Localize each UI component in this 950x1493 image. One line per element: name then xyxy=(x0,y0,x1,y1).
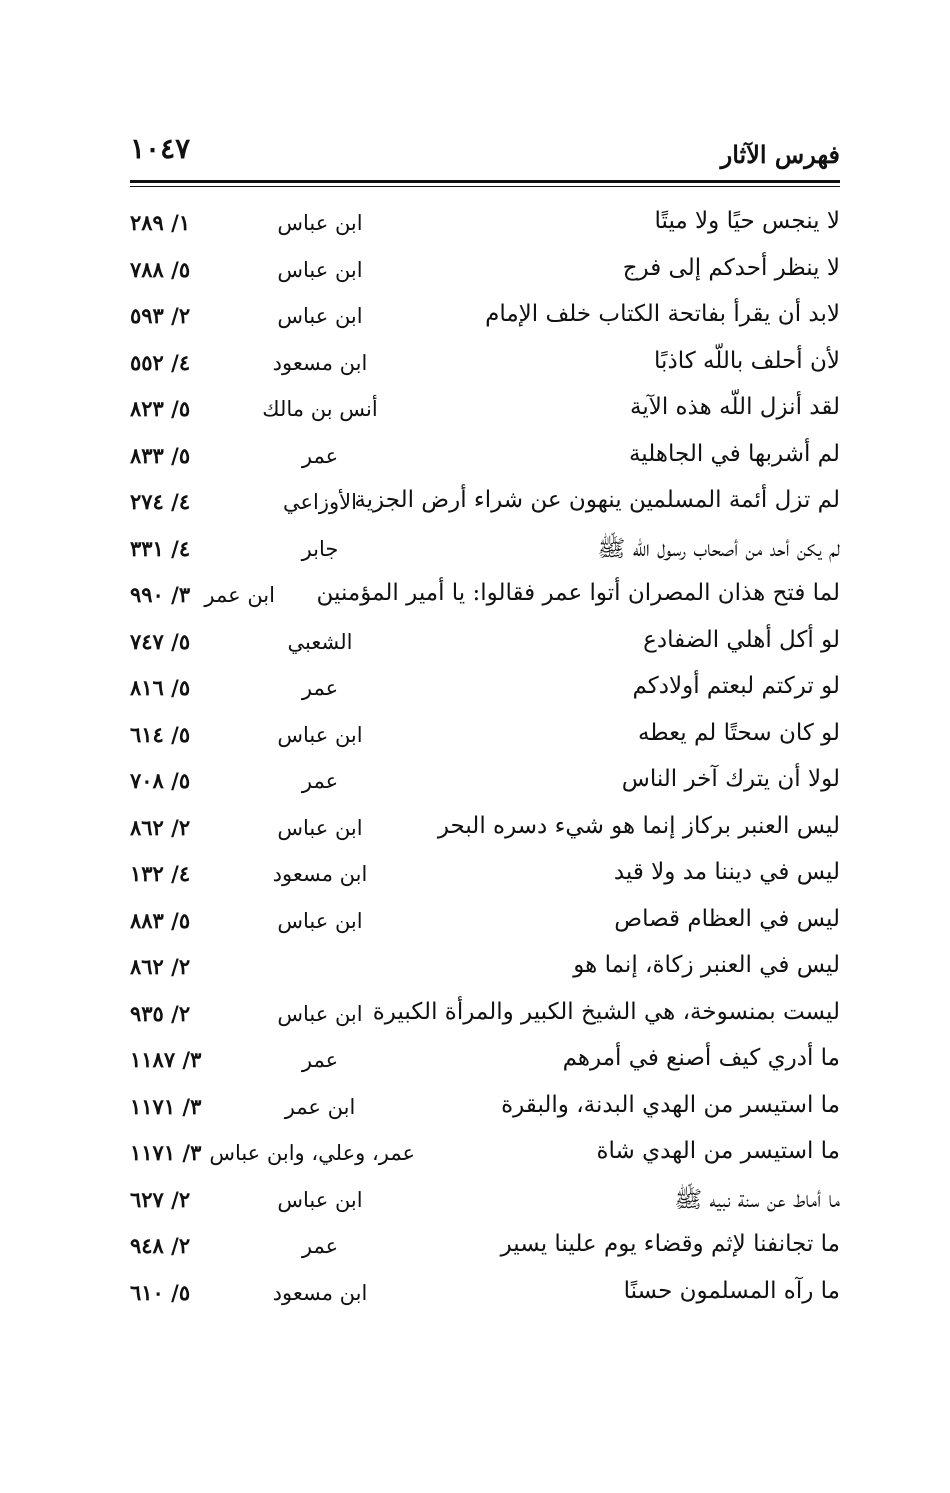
entry-reference: ٥/ ٧٤٧ xyxy=(130,628,191,654)
page-number: ١٠٤٧ xyxy=(130,132,191,165)
entry-reference: ٥/ ٨٨٣ xyxy=(130,907,191,933)
entry-narrator: ابن مسعود xyxy=(272,350,368,375)
entry-text: لو أكل أهلي الضفادع xyxy=(643,626,840,653)
entry-text: لم تزل أئمة المسلمين ينهون عن شراء أرض الجزية xyxy=(354,487,840,513)
entry-narrator: ابن عمر xyxy=(284,1094,356,1119)
entry-text: لا ينجس حيًا ولا ميتًا xyxy=(654,208,840,234)
entry-narrator: عمر xyxy=(301,1048,339,1072)
index-entry xyxy=(130,479,840,526)
entry-reference: ٣/ ١١٨٧ xyxy=(130,1047,202,1072)
entry-narrator: عمر xyxy=(301,1234,339,1258)
entry-narrator: عمر xyxy=(301,676,339,700)
entry-reference: ٥/ ٨٢٣ xyxy=(130,396,191,421)
index-entry xyxy=(130,1037,840,1084)
entry-narrator: أنس بن مالك xyxy=(262,397,378,421)
index-entry xyxy=(130,386,840,433)
index-entry xyxy=(130,247,840,294)
entry-reference: ٤/ ٢٧٤ xyxy=(130,489,191,514)
index-entry xyxy=(130,433,840,480)
entry-narrator: الشعبي xyxy=(287,629,353,654)
index-entry xyxy=(130,1223,840,1270)
entry-narrator: ابن عباس xyxy=(277,304,363,328)
entry-reference: ٢/ ٩٤٨ xyxy=(130,1233,191,1258)
entry-text: لم يكن أحد من أصحاب رسول اللّه ﷺ xyxy=(597,535,840,562)
entry-narrator: ابن مسعود xyxy=(272,862,368,886)
index-entry xyxy=(130,991,840,1038)
entry-narrator: ابن عباس xyxy=(277,211,363,235)
index-entry xyxy=(130,1270,840,1317)
index-entry xyxy=(130,1177,840,1224)
entry-text: ليست بمنسوخة، هي الشيخ الكبير والمرأة الكبيرة xyxy=(372,998,840,1025)
entry-text: ليس في العنبر زكاة، إنما هو xyxy=(573,952,840,978)
entry-reference: ٣/ ١١٧١ xyxy=(130,1093,202,1119)
entry-narrator: ابن عباس xyxy=(277,908,363,933)
entry-narrator: ابن عمر xyxy=(204,583,275,607)
entry-reference: ٥/ ٧٠٨ xyxy=(130,768,191,793)
entry-text: ليس في العظام قصاص xyxy=(614,905,840,932)
index-entry xyxy=(130,712,840,759)
entry-narrator: عمر، وعلي، وابن عباس xyxy=(209,1141,415,1165)
entry-text: ليس في ديننا مد ولا قيد xyxy=(613,859,840,885)
entry-reference: ٤/ ٣٣١ xyxy=(130,535,191,561)
index-entry xyxy=(130,572,840,619)
entry-reference: ٢/ ٨٦٢ xyxy=(130,814,191,840)
entry-text: ما استيسر من الهدي شاة xyxy=(596,1138,840,1164)
entry-reference: ٣/ ١١٧١ xyxy=(130,1140,202,1165)
entry-text: ما استيسر من الهدي البدنة، والبقرة xyxy=(501,1091,840,1118)
entry-reference: ٢/ ٨٦٢ xyxy=(130,954,191,979)
entry-reference: ٤/ ١٣٢ xyxy=(130,861,191,886)
entry-text: لولا أن يترك آخر الناس xyxy=(621,766,840,792)
entry-text: ليس العنبر بركاز إنما هو شيء دسره البحر xyxy=(437,812,840,839)
index-entry xyxy=(130,1084,840,1131)
entry-narrator: ابن عباس xyxy=(277,815,363,840)
index-entry xyxy=(130,526,840,573)
entry-reference: ٤/ ٥٥٢ xyxy=(130,349,191,375)
entry-narrator: الأوزاعي xyxy=(283,490,357,514)
entry-text: لما فتح هذان المصران أتوا عمر فقالوا: يا أمير المؤمنين xyxy=(316,580,840,606)
entry-narrator: ابن عباس xyxy=(277,257,363,282)
index-entry xyxy=(130,758,840,805)
section-title: فهرس الآثار xyxy=(720,140,840,169)
entry-reference: ٢/ ٦٢٧ xyxy=(130,1186,191,1212)
entry-reference: ٥/ ٦١٠ xyxy=(130,1279,191,1305)
entry-text: لأن أحلف باللّه كاذبًا xyxy=(654,347,840,374)
index-entry xyxy=(130,293,840,340)
page-header xyxy=(130,130,840,174)
index-entry xyxy=(130,200,840,247)
index-entry xyxy=(130,1130,840,1177)
entry-text: لا ينظر أحدكم إلى فرج xyxy=(622,254,840,281)
index-entries xyxy=(130,200,840,1316)
header-rule-thin xyxy=(130,186,840,187)
entry-text: لقد أنزل اللّه هذه الآية xyxy=(630,394,840,420)
index-entry xyxy=(130,898,840,945)
index-entry xyxy=(130,805,840,852)
index-entry xyxy=(130,619,840,666)
entry-text: ما أدري كيف أصنع في أمرهم xyxy=(562,1045,840,1071)
entry-reference: ٣/ ٩٩٠ xyxy=(130,582,191,607)
entry-text: لابد أن يقرأ بفاتحة الكتاب خلف الإمام xyxy=(485,301,840,327)
entry-reference: ٥/ ٨١٦ xyxy=(130,675,191,700)
entry-text: ما تجانفنا لإثم وقضاء يوم علينا يسير xyxy=(500,1231,840,1257)
entry-reference: ٢/ ٩٣٥ xyxy=(130,1000,191,1026)
index-entry xyxy=(130,851,840,898)
index-entry xyxy=(130,944,840,991)
header-rule-thick xyxy=(130,180,840,183)
entry-text: لو تركتم لبعتم أولادكم xyxy=(632,673,840,699)
entry-narrator: ابن عباس xyxy=(277,722,363,747)
entry-reference: ٥/ ٨٣٣ xyxy=(130,442,191,468)
entry-narrator: جابر xyxy=(301,536,339,561)
entry-text: لو كان سحتًا لم يعطه xyxy=(637,719,840,746)
entry-text: ما أماط عن سنة نبيه ﷺ xyxy=(674,1186,840,1213)
index-entry xyxy=(130,340,840,387)
entry-reference: ١/ ٢٨٩ xyxy=(130,210,191,235)
entry-text: ما رآه المسلمون حسنًا xyxy=(623,1277,840,1304)
entry-narrator: ابن عباس xyxy=(277,1187,363,1212)
index-entry xyxy=(130,665,840,712)
entry-text: لم أشربها في الجاهلية xyxy=(628,440,840,467)
entry-narrator: عمر xyxy=(301,769,339,793)
entry-narrator: ابن مسعود xyxy=(272,1280,368,1305)
entry-narrator: عمر xyxy=(301,443,339,468)
entry-narrator: ابن عباس xyxy=(277,1001,363,1026)
entry-reference: ٢/ ٥٩٣ xyxy=(130,303,191,328)
entry-reference: ٥/ ٦١٤ xyxy=(130,721,191,747)
entry-reference: ٥/ ٧٨٨ xyxy=(130,256,191,282)
